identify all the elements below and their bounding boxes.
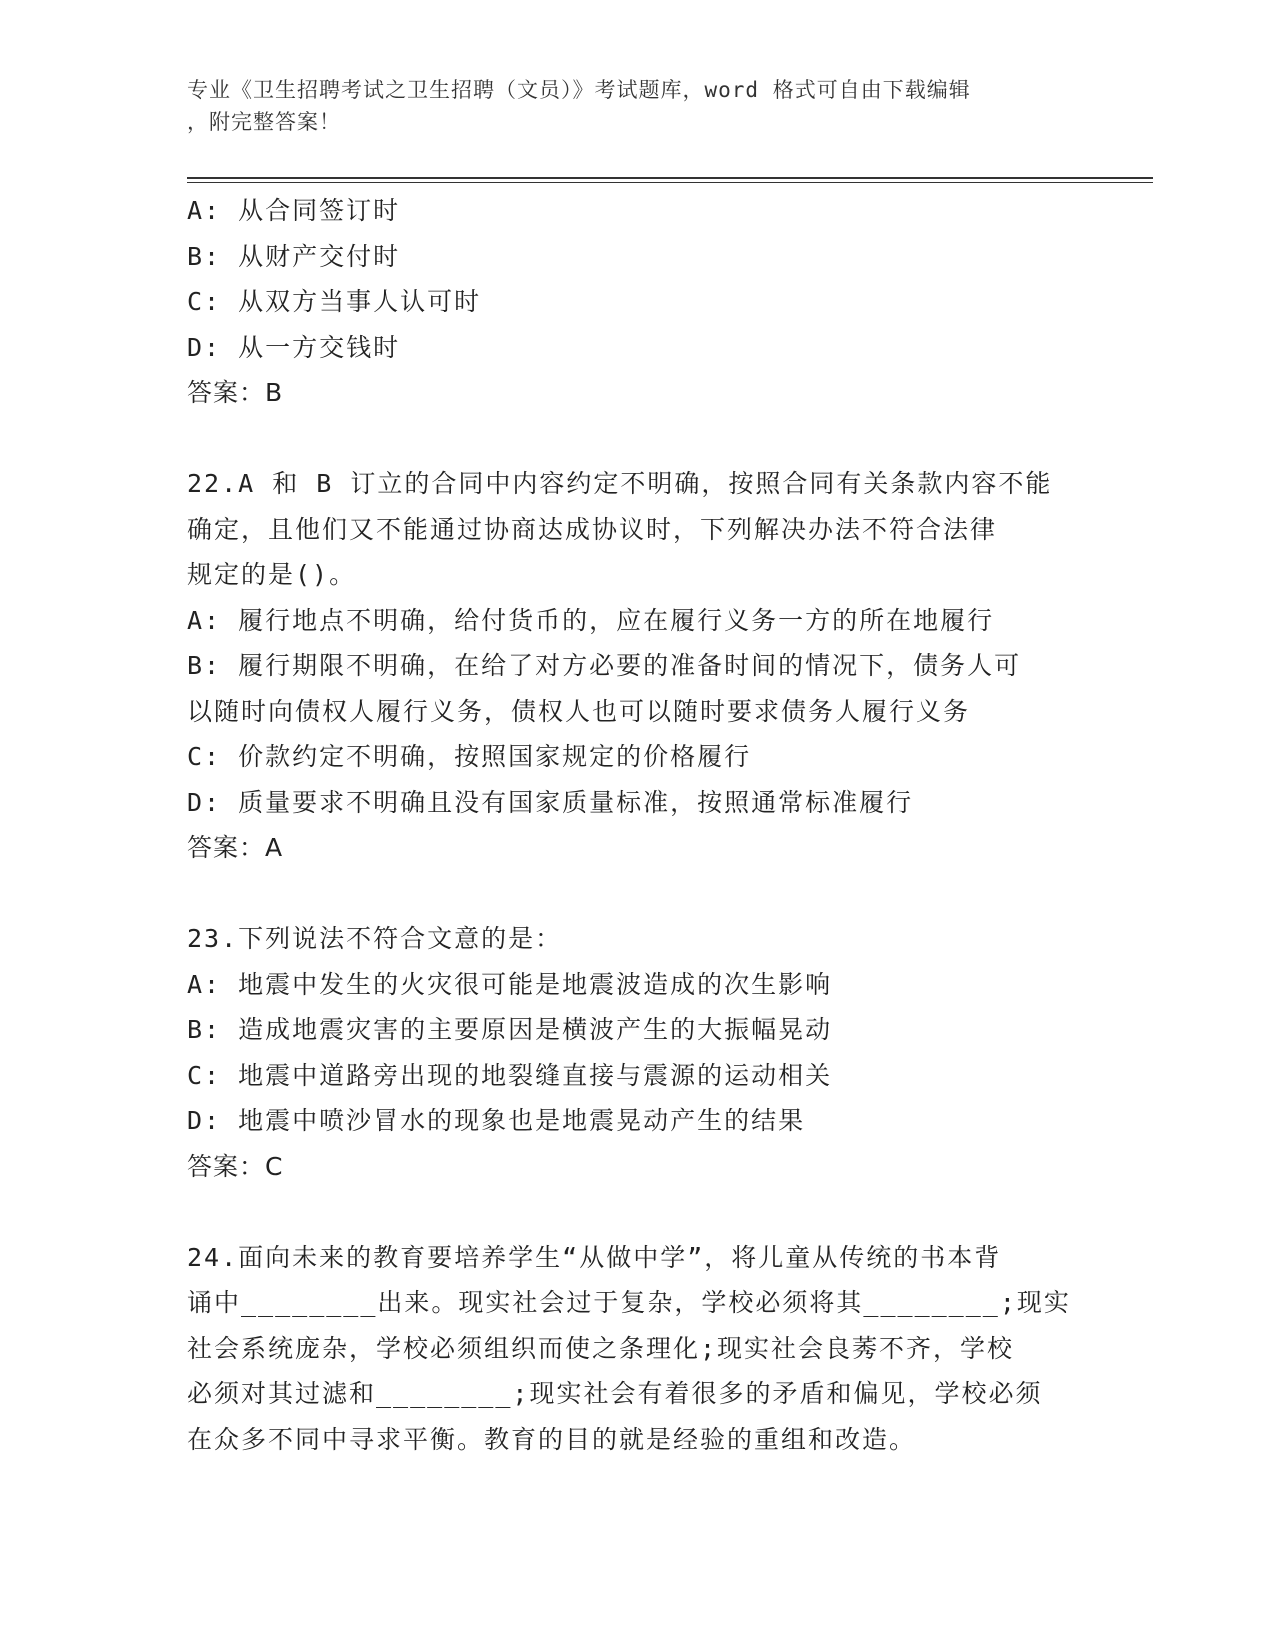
option-b: B: 履行期限不明确，在给了对方必要的准备时间的情况下，债务人可: [187, 651, 1022, 680]
answer: 答案：A: [187, 833, 284, 862]
question-stem: 在众多不同中寻求平衡。教育的目的就是经验的重组和改造。: [187, 1424, 917, 1454]
option-d: D: 质量要求不明确且没有国家质量标准，按照通常标准履行: [187, 787, 914, 817]
question-stem: 22.A 和 B 订立的合同中内容约定不明确，按照合同有关条款内容不能: [187, 469, 1053, 498]
answer: 答案：C: [187, 1151, 284, 1181]
option-a: A: 地震中发生的火灾很可能是地震波造成的次生影响: [187, 969, 833, 999]
document-header: [187, 74, 1067, 138]
option-d: D: 地震中喷沙冒水的现象也是地震晃动产生的结果: [187, 1106, 806, 1135]
header-line-1: 专业《卫生招聘考试之卫生招聘（文员）》考试题库，word 格式可自由下载编辑: [187, 78, 971, 102]
question-stem: 23.下列说法不符合文意的是：: [187, 924, 563, 953]
question-stem: 社会系统庞杂，学校必须组织而使之条理化;现实社会良莠不齐，学校: [187, 1333, 1015, 1363]
question-23: [187, 916, 1087, 1189]
question-stem: 必须对其过滤和________;现实社会有着很多的矛盾和偏见，学校必须: [187, 1379, 1043, 1408]
spacer: [187, 1189, 1087, 1235]
question-21: [187, 188, 1087, 416]
header-line-2: ，附完整答案！: [187, 110, 341, 134]
header-rule-thin: [187, 182, 1153, 183]
option-d: D: 从一方交钱时: [187, 332, 401, 362]
header-rule-thick: [187, 177, 1153, 179]
question-24: [187, 1235, 1087, 1463]
option-b: B: 造成地震灾害的主要原因是横波产生的大振幅晃动: [187, 1015, 833, 1044]
spacer: [187, 871, 1087, 917]
option-a: A: 履行地点不明确，给付货币的，应在履行义务一方的所在地履行: [187, 605, 995, 635]
question-stem: 确定，且他们又不能通过协商达成协议时，下列解决办法不符合法律: [187, 514, 998, 544]
option-c: C: 地震中道路旁出现的地裂缝直接与震源的运动相关: [187, 1060, 833, 1090]
option-b-continued: 以随时向债权人履行义务，债权人也可以随时要求债务人履行义务: [187, 696, 971, 726]
question-22: [187, 461, 1087, 871]
option-b: B: 从财产交付时: [187, 241, 401, 271]
option-c: C: 价款约定不明确，按照国家规定的价格履行: [187, 742, 752, 771]
question-stem: 规定的是()。: [187, 560, 357, 589]
option-a: A: 从合同签订时: [187, 196, 401, 225]
option-c: C: 从双方当事人认可时: [187, 287, 482, 316]
question-stem: 24.面向未来的教育要培养学生“从做中学”，将儿童从传统的书本背: [187, 1242, 1002, 1272]
question-stem: 诵中________出来。现实社会过于复杂，学校必须将其________;现实: [187, 1288, 1071, 1317]
spacer: [187, 416, 1087, 462]
question-content: [187, 188, 1087, 1462]
answer: 答案：B: [187, 378, 284, 407]
